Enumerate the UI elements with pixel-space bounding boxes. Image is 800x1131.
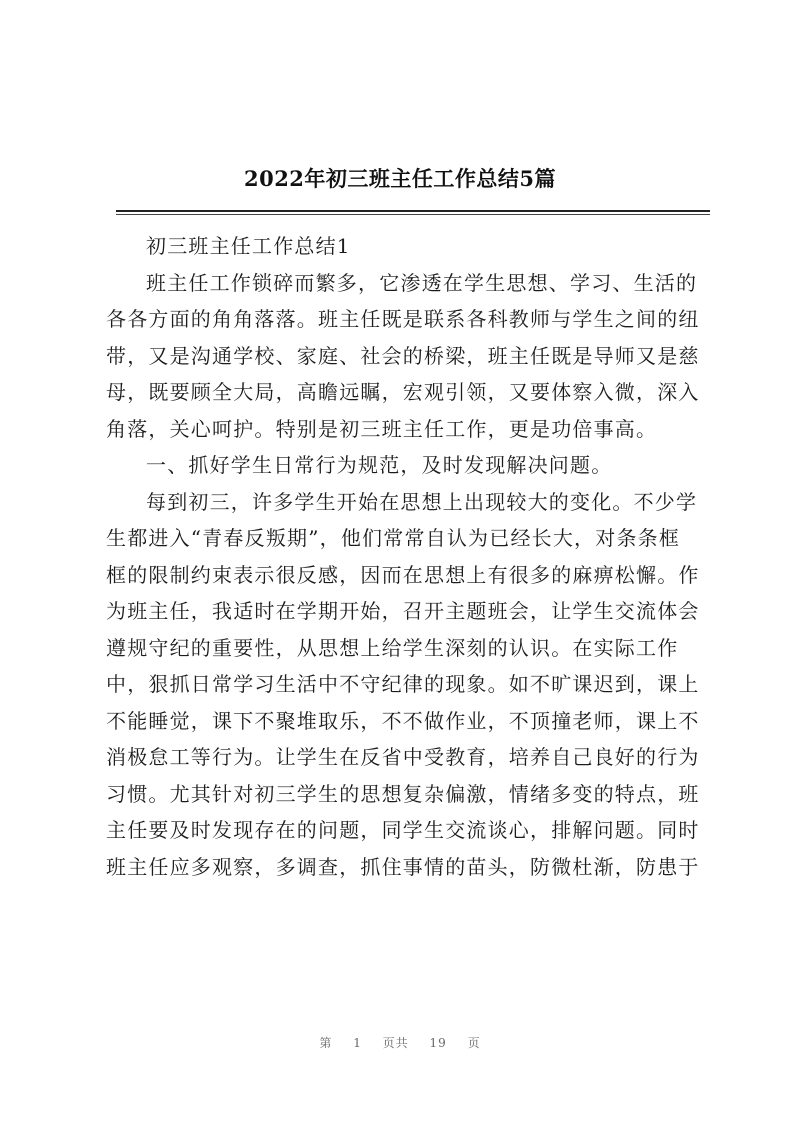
footer-suffix: 页 [467, 1036, 481, 1050]
document-body [106, 228, 712, 885]
paragraph-line: 为班主任，我适时在学期开始，召开主题班会，让学生交流体会 [106, 599, 700, 623]
paragraph-line: 各各方面的角角落落。班主任既是联系各科教师与学生之间的纽 [106, 307, 700, 331]
paragraph-line: 生都进入“青春反叛期”，他们常常自认为已经长大，对条条框 [106, 526, 681, 550]
page-footer [0, 1034, 800, 1051]
paragraph-line: 角落，关心呵护。特别是初三班主任工作，更是功倍事高。 [106, 416, 658, 441]
paragraph-line: 框的限制约束表示很反感，因而在思想上有很多的麻痹松懈。作 [106, 562, 700, 587]
footer-prefix: 第 [319, 1036, 333, 1050]
paragraph-line: 不能睡觉，课下不聚堆取乐，不不做作业，不顶撞老师，课上不 [106, 708, 700, 733]
footer-middle: 页共 [382, 1036, 409, 1050]
paragraph-line: 班主任应多观察，多调查，抓住事情的苗头，防微杜渐，防患于 [106, 854, 700, 879]
paragraph-line: 班主任工作锁碎而繁多，它渗透在学生思想、学习、生活的 [146, 270, 698, 295]
footer-page-number: 1 [353, 1036, 362, 1050]
title-rule-thin [116, 214, 710, 215]
footer-total-pages: 19 [429, 1036, 447, 1050]
paragraph-line: 主任要及时发现存在的问题，同学生交流谈心，排解问题。同时 [106, 818, 700, 842]
paragraph-line: 带，又是沟通学校、家庭、社会的桥梁，班主任既是导师又是慈 [106, 343, 700, 368]
document-title: 2022年初三班主任工作总结5篇 [243, 166, 557, 191]
title-rule-thick [116, 210, 710, 212]
subsection-heading: 一、抓好学生日常行为规范，及时发现解决问题。 [146, 453, 613, 477]
paragraph-line: 消极怠工等行为。让学生在反省中受教育，培养自己良好的行为 [106, 745, 700, 769]
paragraph-line: 母，既要顾全大局，高瞻远瞩，宏观引领，又要体察入微，深入 [106, 380, 700, 404]
paragraph-line: 中，狠抓日常学习生活中不守纪律的现象。如不旷课迟到，课上 [106, 672, 700, 696]
paragraph-line: 每到初三，许多学生开始在思想上出现较大的变化。不少学 [146, 489, 698, 514]
paragraph-line: 遵规守纪的重要性，从思想上给学生深刻的认识。在实际工作 [106, 635, 679, 660]
section-heading: 初三班主任工作总结1 [146, 234, 351, 258]
paragraph-line: 习惯。尤其针对初三学生的思想复杂偏激，情绪多变的特点，班 [106, 781, 700, 806]
